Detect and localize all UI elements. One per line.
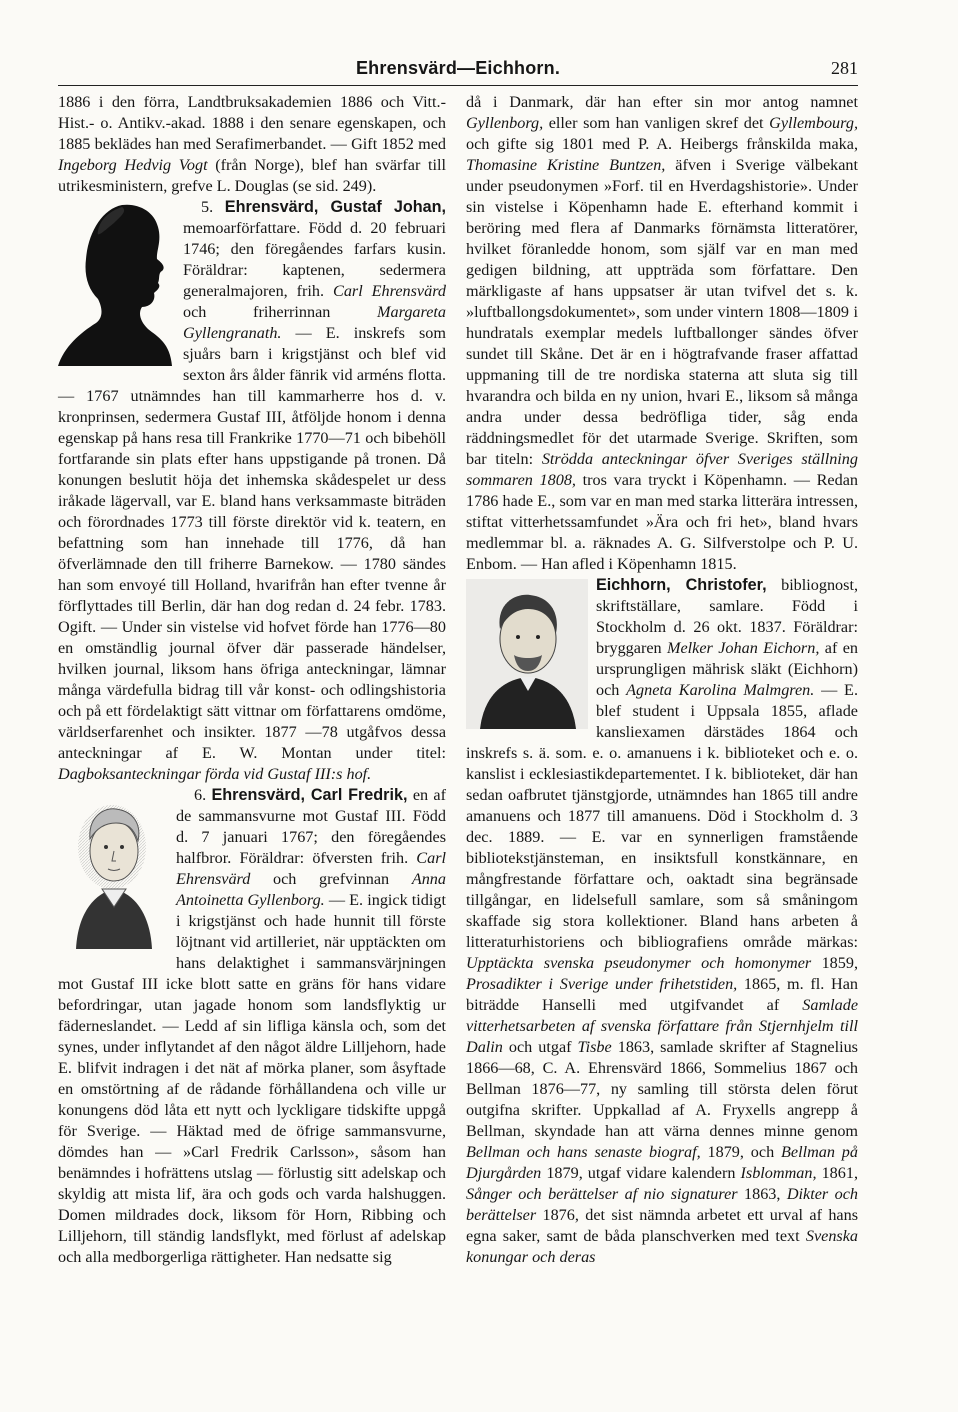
left-column: [58, 92, 446, 1268]
entry-heading: Ehrensvärd, Carl Fredrik,: [211, 786, 408, 804]
entry-continuation-right: då i Danmark, där han efter sin mor antog namnet Gyllenborg, eller som han vanligen skref det Gyllembourg, och gifte sig 1801 med P. A. Heibergs frånskilda maka, Thomasine Kristine Buntzen, äfven i Sverige välbekant under pseudonymen »Forf. til en Hverdagshistorie». Under sin vistelse i Köpenhamn hade E. efterhand kommit i beröring med flera af Danmarks förnämsta litteratörer, hvilket föranledde honom, som själf var en man med gedigen bildning, att uppträda som författare. Den märkligaste af hans uppsatser är utan tvifvel det s. k. »luftballongsdokumentet», som under vintern 1808—1809 i hundratals exemplar medels luftballonger sändes öfver sundet till Skåne. Det är en i högtrafvande fraser affattad uppmaning till de tre nordiska staterna att sluta sig till hvarandra och bilda en ny union, hvari E., liksom så många andra under dessa bedröfliga tider, såg enda räddningsmedlet för det utarmade Sverige. Skriften, som bar titeln: Strödda anteckningar öfver Sveriges ställning sommaren 1808, tros vara tryckt i Köpenhamn. — Redan 1786 hade E., som var en man med starka litterära intressen, stiftat vitterhetssamfundet »Ära och fri het», bland hvars medlemmar bl. a. räknades A. G. Silfverstolpe och P. U. Enbom. — Han afled i Köpenhamn 1815.: [466, 93, 858, 573]
right-column: [466, 92, 858, 1268]
entry-continuation: 1886 i den förra, Landtbruksakademien 1886 och Vitt.- Hist.- o. Antikv.-akad. 1888 i den senare egenskapen, och 1885 beklädes han med Serafimerbandet. — Gift 1852 med Ingeborg Hedvig Vogt (från Norge), blef han svärfar till utrikesministern, grefve L. Douglas (se sid. 249).: [58, 93, 447, 195]
eichhorn-portrait: [466, 579, 588, 735]
running-header: [58, 58, 858, 82]
silhouette-portrait: [58, 201, 173, 372]
entry-heading: Eichhorn, Christofer,: [596, 576, 767, 594]
header-title: Ehrensvärd—Eichhorn.: [355, 58, 561, 78]
entry-gustaf-johan: 5. Ehrensvärd, Gustaf Johan, memoarförfattare. Född d. 20 februari 1746; den föregåendes farfars kusin. Föräldrar: kaptenen, sedermera generalmajoren, frih. Carl Ehrensvärd och friherrinnan Margareta Gyllengranath. — E. inskrefs som sjuårs barn i krigstjänst och blef vid sexton års ålder fänrik vid arméns flotta. — 1767 utnämndes han till kammarherre hos d. v. kronprinsen, sedermera Gustaf III, åtföljde honom i denna egenskap på hans resa till Frankrike 1770—71 och bibehöll fortfarande sin plats efter hans uppstigande på tronen. Då konungen beslutit höja det inhemska skådespelet ur dess iråkade lägervall, var E. bland hans verksammaste biträden och förordnades 1773 till förste direktör vid k. teatern, en befattning som han innehade till 1776, då han öfverlämnade den till friherre Barnekow. — 1780 sändes han som envoyé till Holland, hvarifrån han efter tvenne år förflyttades till Berlin, där han dog redan d. 24 febr. 1783. Ogift. — Under sin vistelse vid hofvet förde han 1776—80 en omständlig journal öfver där passerade händelser, hvilken journal, liksom hans öfriga anteckningar, lämnar många värdefulla bidrag till vår konst- och odlingshistoria och på ett fördelaktigt sätt vittnar om författarens omdöme, världserfarenhet och insikter. 1877 —78 utgåfvos dessa anteckningar af E. W. Montan under titel: Dagboksanteckningar förda vid Gustaf III:s hof.: [58, 198, 447, 783]
entry-carl-fredrik: 6. Ehrensvärd, Carl Fredrik, en af de sammansvurne mot Gustaf III. Född d. 7 januari 1767; den föregåendes halfbror. Föräldrar: öfversten frih. Carl Ehrensvärd och grefvinnan Anna Antoinetta Gyllenborg. — E. ingick tidigt i krigstjänst och hade hunnit till förste löjtnant vid artilleriet, när upptäckten om hans delaktighet i sammansvärjningen mot Gustaf III icke blott satte en gräns för hans vidare befordringar, utan jagade honom som landsflyktig ur fäderneslandet. — Ledd af sin lifliga känsla och, som det synes, under inflytandet af den något äldre Lilljehorn, hade E. blifvit indragen i det nät af mörka planer, som åsyftade en omstörtning af de rådande förhållandena och ville ur konungens död låta ett nytt och lyckligare tidskifte uppgå för Sverige. — Häktad med de öfrige sammansvurne, dömdes han — »Carl Fredrik Carlsson», såsom han benämndes i hofrättens utslag — förlustig sitt adelskap och skyldig att mista lif, ära och gods och varda halshuggen. Domen mildrades dock, liksom för Horn, Ribbing och Lilljehorn, till ständig landsflykt, med förlust af adelskap och alla medborgerliga rättigheter. Han nedsatte sig: [58, 786, 447, 1266]
page-number: 281: [831, 58, 858, 78]
header-rule: [58, 85, 858, 86]
entry-eichhorn: Eichhorn, Christofer, bibliognost, skriftställare, samlare. Född i Stockholm d. 26 okt. 1837. Föräldrar: bryggaren Melker Johan Eichorn, af en ursprungligen mährisk släkt (Eichhorn) och Agneta Karolina Malmgren. — E. blef student i Uppsala 1855, aflade kansliexamen därstädes 1864 och inskrefs s. ä. som. e. o. amanuens i k. biblioteket och e. o. kanslist i ecklesiastikdepartementet. I k. biblioteket, där han sedan oafbrutet tjänstgjorde, utnämndes han 1865 till andre amanuens och 1877 till amanuens. Död i Stockholm d. 3 dec. 1889. — E. var en synnerligen framstående bibliotekstjänsteman, en insiktsfull konstkännare, en mångfrestande författare och, oaktadt sina begränsade tillgångar, en lidelsefull samlare, som så småningom skaffade sig stora kollektioner. Bland hans arbeten å litteraturhistoriens och bibliografiens område märkas: Upptäckta svenska pseudonymer och homonymer 1859, Prosadikter i Sverige under frihetstiden, 1865, m. fl. Han biträdde Hanselli med utgifvandet af Samlade vitterhetsarbeten af svenska författare från Stjernhjelm till Dalin och utgaf Tisbe 1863, samlade skrifter af Stagnelius 1866—68, C. A. Ehrensvärd 1866, Sommelius 1867 och Bellman 1876—77, ny samling till största delen förut outgifna skrifter. Uppkallad af A. Fryxells angrepp å Bellman, skyndade han att värna dennes minne genom Bellman och hans senaste biograf, 1879, och Bellman på Djurgården 1879, utgaf vidare kalendern Isblomman, 1861, Sånger och berättelser af nio signaturer 1863, Dikter och berättelser 1876, det sist nämnda arbetet ett urval af hans egna saker, samt de båda planschverken med text Svenska konungar och deras: [466, 576, 859, 1266]
entry-heading: Ehrensvärd, Gustaf Johan,: [224, 198, 447, 216]
portrait-engraving: [58, 789, 166, 955]
